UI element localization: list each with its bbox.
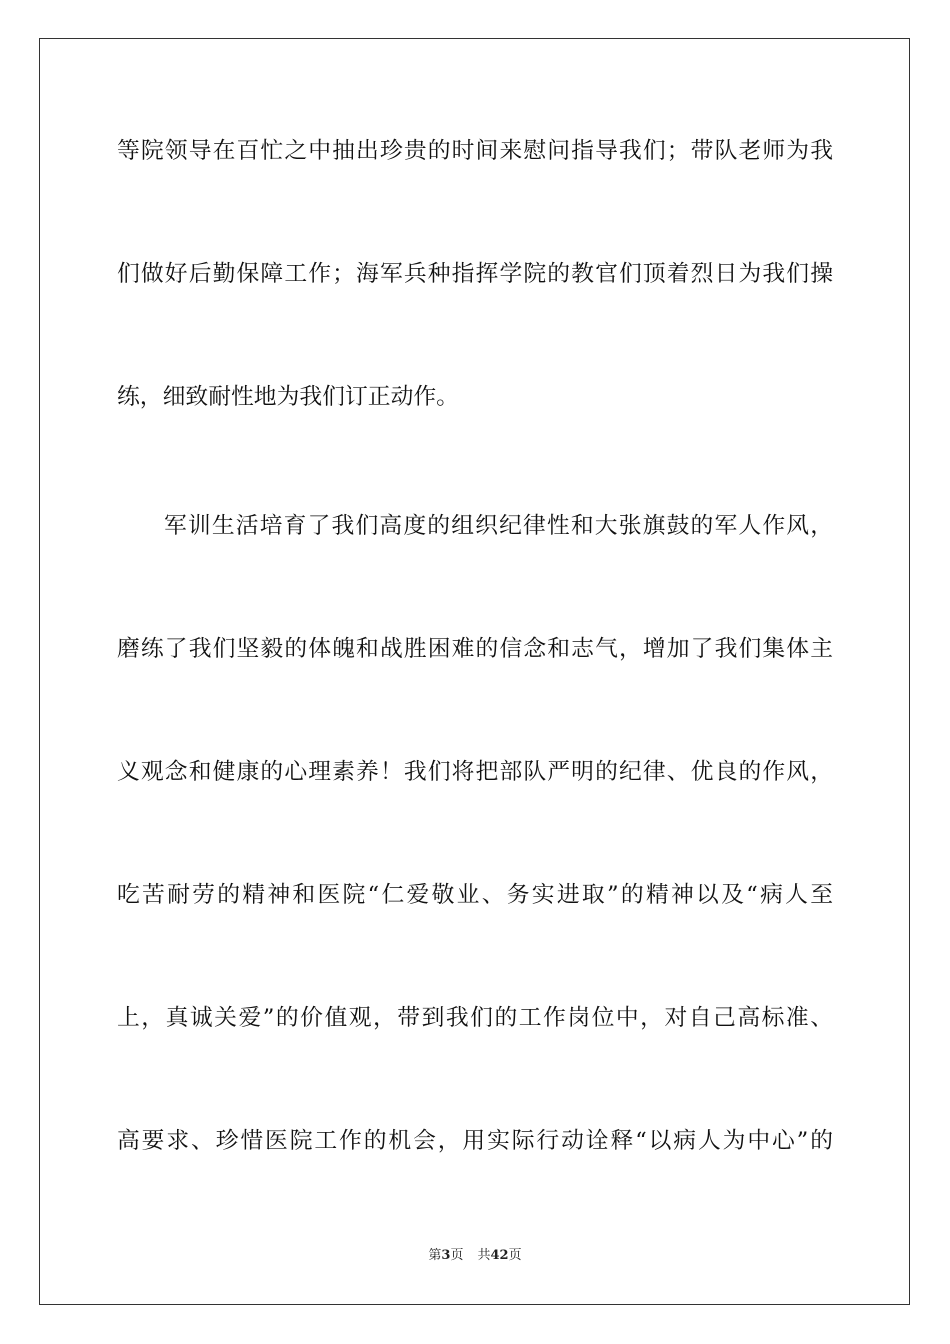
page-suffix: 页	[450, 1248, 464, 1263]
text-line-6: 义观念和健康的心理素养！我们将把部队严明的纪律、优良的作风，	[117, 759, 833, 785]
text-line-1: 等院领导在百忙之中抽出珍贵的时间来慰问指导我们；带队老师为我	[117, 138, 833, 164]
page-number: 3	[441, 1248, 451, 1263]
text-line-7: 吃苦耐劳的精神和医院“仁爱敬业、务实进取”的精神以及“病人至	[117, 882, 833, 908]
text-line-9: 高要求、珍惜医院工作的机会，用实际行动诠释“以病人为中心”的	[117, 1128, 833, 1154]
page-prefix: 第	[428, 1248, 442, 1263]
total-suffix: 页	[508, 1248, 522, 1263]
text-line-8: 上，真诚关爱”的价值观，带到我们的工作岗位中，对自己高标准、	[117, 1005, 833, 1031]
total-prefix: 共	[477, 1248, 491, 1263]
text-line-4: 军训生活培育了我们高度的组织纪律性和大张旗鼓的军人作风，	[164, 513, 833, 539]
text-line-2: 们做好后勤保障工作；海军兵种指挥学院的教官们顶着烈日为我们操	[117, 261, 833, 287]
text-line-5: 磨练了我们坚毅的体魄和战胜困难的信念和志气，增加了我们集体主	[117, 636, 833, 662]
total-pages: 42	[490, 1248, 509, 1263]
page-border	[39, 38, 910, 1305]
page-footer	[0, 1248, 950, 1264]
text-line-3: 练，细致耐性地为我们订正动作。	[117, 384, 459, 410]
